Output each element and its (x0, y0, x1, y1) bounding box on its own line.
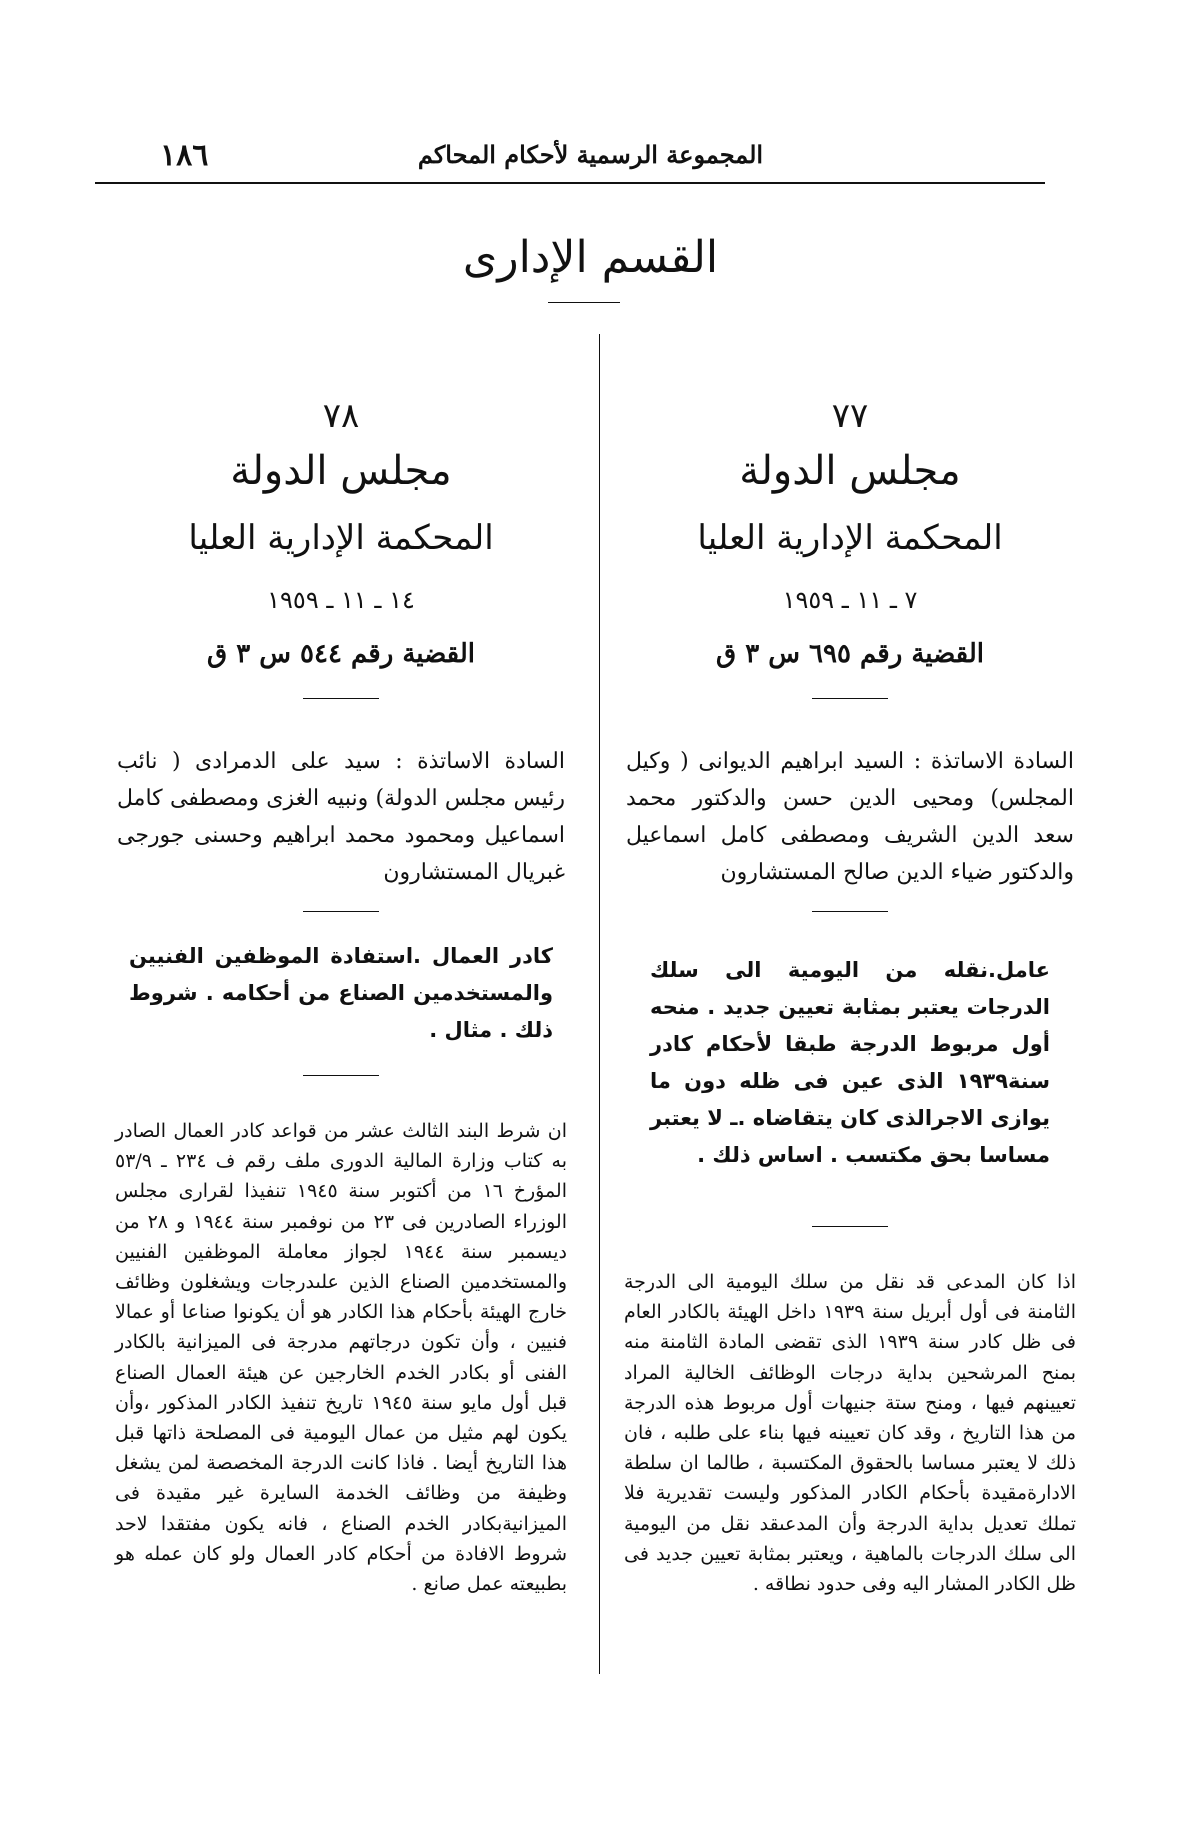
ruling-text: اذا كان المدعى قد نقل من سلك اليومية الى الدرجة الثامنة فى أول أبريل سنة ١٩٣٩ داخل الهيئة بالكادر العام فى ظل كادر سنة ١٩٣٩ الذى تقضى المادة الثامنة منه بمنح المرشحين بداية درجات الوظائف الخالية المراد تعيينهم فيها ، ومنح ستة جنيهات أول مربوط هذه الدرجة من هذا التاريخ ، وقد كان تعيينه فيها بناء على طلبه ، فان ذلك لا يعتبر مساسا بالحقوق المكتسبة ، طالما ان سلطة الادارةمقيدة بأحكام الكادر المذكور وليست تقديرية فلا تملك تعديل بداية الدرجة وأن المدعىقد نقل من اليومية الى سلك الدرجات بالماهية ، ويعتبر بمثابة تعيين جديد فى ظل الكادر المشار اليه وفى حدود نطاقه . (624, 1271, 1076, 1596)
separator-rule (812, 911, 888, 912)
judges-panel: السادة الاساتذة : السيد ابراهيم الديوانى ( وكيل المجلس) ومحيى الدين حسن والدكتور محمد سعد الدين الشريف ومصطفى كامل اسماعيل والدكتور ضياء الدين صالح المستشارون (626, 749, 1074, 885)
separator-rule (812, 698, 888, 699)
page-number: ١٨٦ (160, 138, 209, 173)
header-rule (95, 182, 1045, 184)
separator-rule (812, 1226, 888, 1227)
separator-rule (303, 698, 379, 699)
case-reference: القضية رقم ٥٤٤ س ٣ ق (207, 639, 475, 669)
case-number: ٧٨ (322, 396, 360, 436)
column-divider (599, 334, 600, 1674)
court-division: المحكمة الإدارية العليا (188, 518, 494, 558)
court-division: المحكمة الإدارية العليا (697, 518, 1003, 558)
court-name: مجلس الدولة (230, 448, 452, 494)
separator-rule (303, 911, 379, 912)
case-reference: القضية رقم ٦٩٥ س ٣ ق (716, 639, 984, 669)
section-rule (548, 302, 620, 303)
headnote: كادر العمال .استفادة الموظفين الفنيين والمستخدمين الصناع من أحكامه . شروط ذلك . مثال . (129, 944, 553, 1042)
decision-date: ١٤ ـ ١١ ـ ١٩٥٩ (267, 586, 415, 614)
judges-panel: السادة الاساتذة : سيد على الدمرادى ( نائب رئيس مجلس الدولة) ونبيه الغزى ومصطفى كامل اسماعيل ومحمود محمد ابراهيم وحسنى جورجى غبريال المستشارون (117, 749, 565, 885)
case-column-77 (614, 330, 1086, 1599)
case-number: ٧٧ (831, 396, 869, 436)
court-name: مجلس الدولة (739, 448, 961, 494)
case-column-78 (105, 330, 577, 1599)
decision-date: ٧ ـ ١١ ـ ١٩٥٩ (782, 586, 918, 614)
separator-rule (303, 1075, 379, 1076)
ruling-text: ان شرط البند الثالث عشر من قواعد كادر العمال الصادر به كتاب وزارة المالية الدورى ملف رقم ف ٢٣٤ ـ ٥٣/٩ المؤرخ ١٦ من أكتوبر سنة ١٩٤٥ تنفيذا لقرارى مجلس الوزراء الصادرين فى ٢٣ من نوفمبر سنة ١٩٤٤ و ٢٨ من ديسمبر سنة ١٩٤٤ لجواز معاملة الموظفين الفنيين والمستخدمين الصناع الذين علىدرجات ويشغلون وظائف خارج الهيئة بأحكام هذا الكادر هو أن يكونوا صناعا أو عمالا فنيين ، وأن تكون درجاتهم مدرجة فى الميزانية بالكادر الفنى أو بكادر الخدم الخارجين عن هيئة العمال الصناع قبل أول مايو سنة ١٩٤٥ تاريخ تنفيذ الكادر المذكور ،وأن يكون لهم مثيل من عمال اليومية فى المصلحة ذاتها قبل هذا التاريخ أيضا . فاذا كانت الدرجة المخصصة لمن يشغل وظيفة من وظائف الخدمة السايرة غير مقيدة فى الميزانيةبكادر الخدم الصناع ، فانه يكون مفتقدا لاحد شروط الافادة من أحكام كادر العمال ولو كان عمله هو بطبيعته عمل صانع . (115, 1120, 567, 1596)
headnote: عامل.نقله من اليومية الى سلك الدرجات يعتبر بمثابة تعيين جديد . منحه أول مربوط الدرجة طبقا لأحكام كادر سنة١٩٣٩ الذى عين فى ظله دون ما يوازى الاجرالذى كان يتقاضاه .ـ لا يعتبر مساسا بحق مكتسب . اساس ذلك . (650, 958, 1050, 1167)
running-title: المجموعة الرسمية لأحكام المحاكم (417, 140, 764, 169)
section-title: القسم الإدارى (462, 232, 719, 283)
